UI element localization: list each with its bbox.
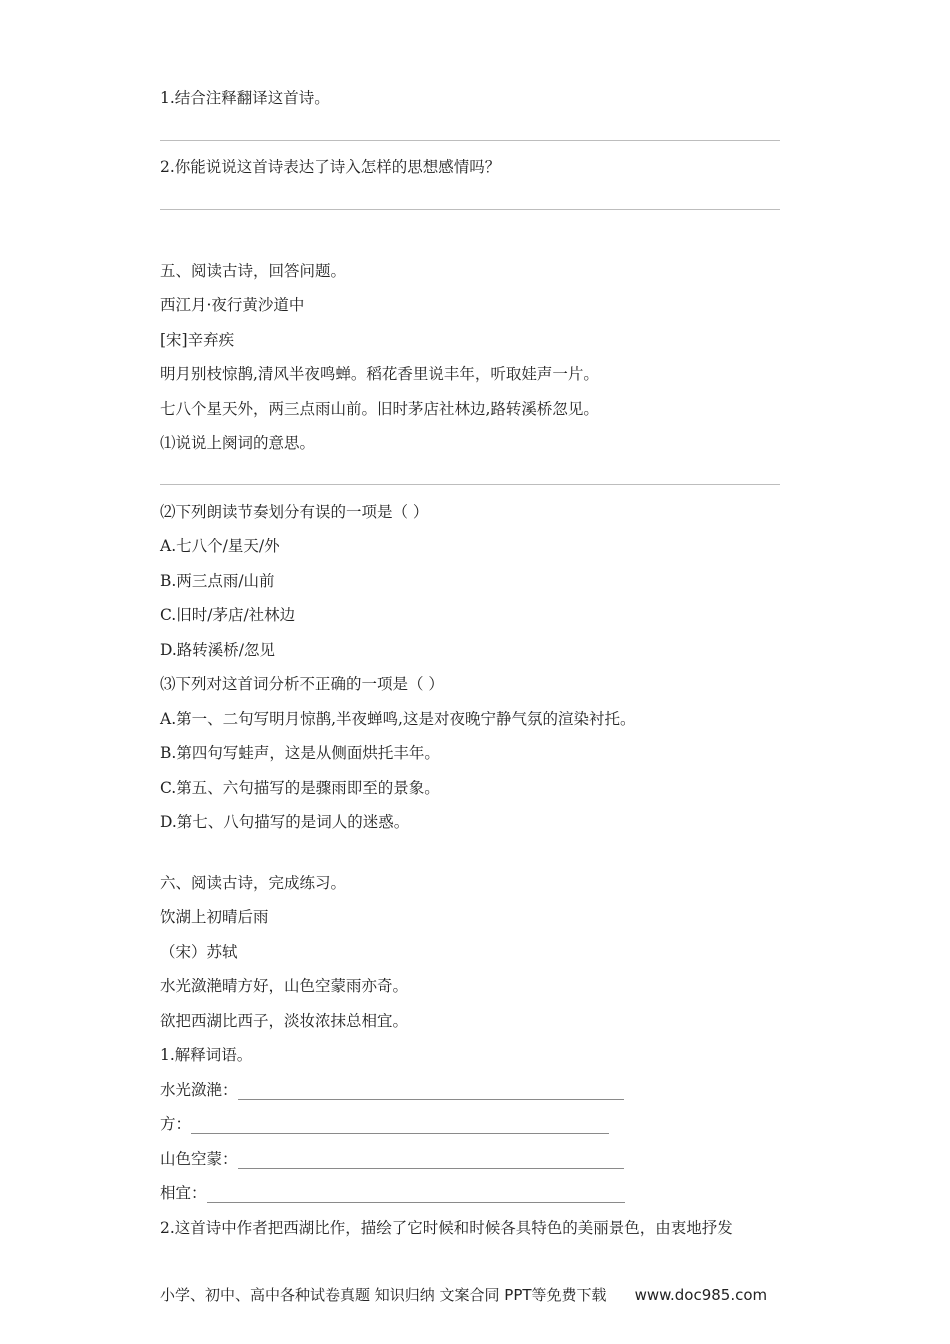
term-label: 水光潋滟： (160, 1081, 238, 1099)
answer-line (160, 209, 780, 210)
option-item: D.路转溪桥/忽见 (160, 641, 276, 659)
section-heading-6: 六、阅读古诗，完成练习。 (160, 874, 347, 892)
option-item: A.七八个/星天/外 (160, 537, 280, 555)
footer-text: 小学、初中、高中各种试卷真题 知识归纳 文案合同 PPT等免费下载 (160, 1286, 607, 1304)
term-answer-row (160, 1183, 625, 1203)
poem-line: 欲把西湖比西子，淡妆浓抹总相宜。 (160, 1012, 409, 1030)
option-item: C.第五、六句描写的是骤雨即至的景象。 (160, 779, 440, 797)
question-feelings: 2.你能说说这首诗表达了诗入怎样的思想感情吗？ (160, 158, 501, 176)
question-translate: 1.结合注释翻译这首诗。 (160, 89, 330, 107)
option-item: B.两三点雨/山前 (160, 572, 275, 590)
question-explain-terms: 1.解释词语。 (160, 1046, 253, 1064)
option-item: D.第七、八句描写的是词人的迷惑。 (160, 813, 410, 831)
term-answer-row (160, 1114, 609, 1134)
footer-url[interactable]: www.doc985.com (634, 1286, 768, 1304)
blank-answer-line[interactable] (191, 1117, 609, 1134)
term-label: 相宜： (160, 1184, 207, 1202)
blank-answer-line[interactable] (238, 1083, 624, 1100)
answer-line (160, 484, 780, 485)
question-meaning: ⑴说说上阕词的意思。 (160, 434, 316, 452)
term-answer-row (160, 1080, 624, 1100)
blank-answer-line[interactable] (238, 1152, 624, 1169)
poem-title: 西江月·夜行黄沙道中 (160, 296, 305, 314)
blank-answer-line[interactable] (207, 1186, 625, 1203)
question-metaphor: 2.这首诗中作者把西湖比作，描绘了它时候和时候各具特色的美丽景色，由衷地抒发 (160, 1219, 733, 1237)
poem-author: [宋]辛弃疾 (160, 331, 235, 349)
option-item: A.第一、二句写明月惊鹊,半夜蝉鸣,这是对夜晚宁静气氛的渲染衬托。 (160, 710, 636, 728)
answer-line (160, 140, 780, 141)
question-analysis: ⑶下列对这首词分析不正确的一项是（ ） (160, 675, 444, 693)
poem-title: 饮湖上初晴后雨 (160, 908, 269, 926)
term-answer-row (160, 1149, 624, 1169)
poem-line: 明月别枝惊鹊,清风半夜鸣蝉。稻花香里说丰年，听取娃声一片。 (160, 365, 599, 383)
term-label: 山色空蒙： (160, 1150, 238, 1168)
question-rhythm: ⑵下列朗读节奏划分有误的一项是（ ） (160, 503, 429, 521)
poem-line: 七八个星天外，两三点雨山前。旧时茅店社林边,路转溪桥忽见。 (160, 400, 599, 418)
poem-line: 水光潋滟晴方好，山色空蒙雨亦奇。 (160, 977, 409, 995)
page-footer (160, 1284, 800, 1305)
section-heading-5: 五、阅读古诗，回答问题。 (160, 262, 347, 280)
option-item: B.第四句写蛙声，这是从侧面烘托丰年。 (160, 744, 440, 762)
poem-author: （宋）苏轼 (160, 943, 238, 961)
option-item: C.旧时/茅店/社林边 (160, 606, 296, 624)
term-label: 方： (160, 1115, 192, 1133)
